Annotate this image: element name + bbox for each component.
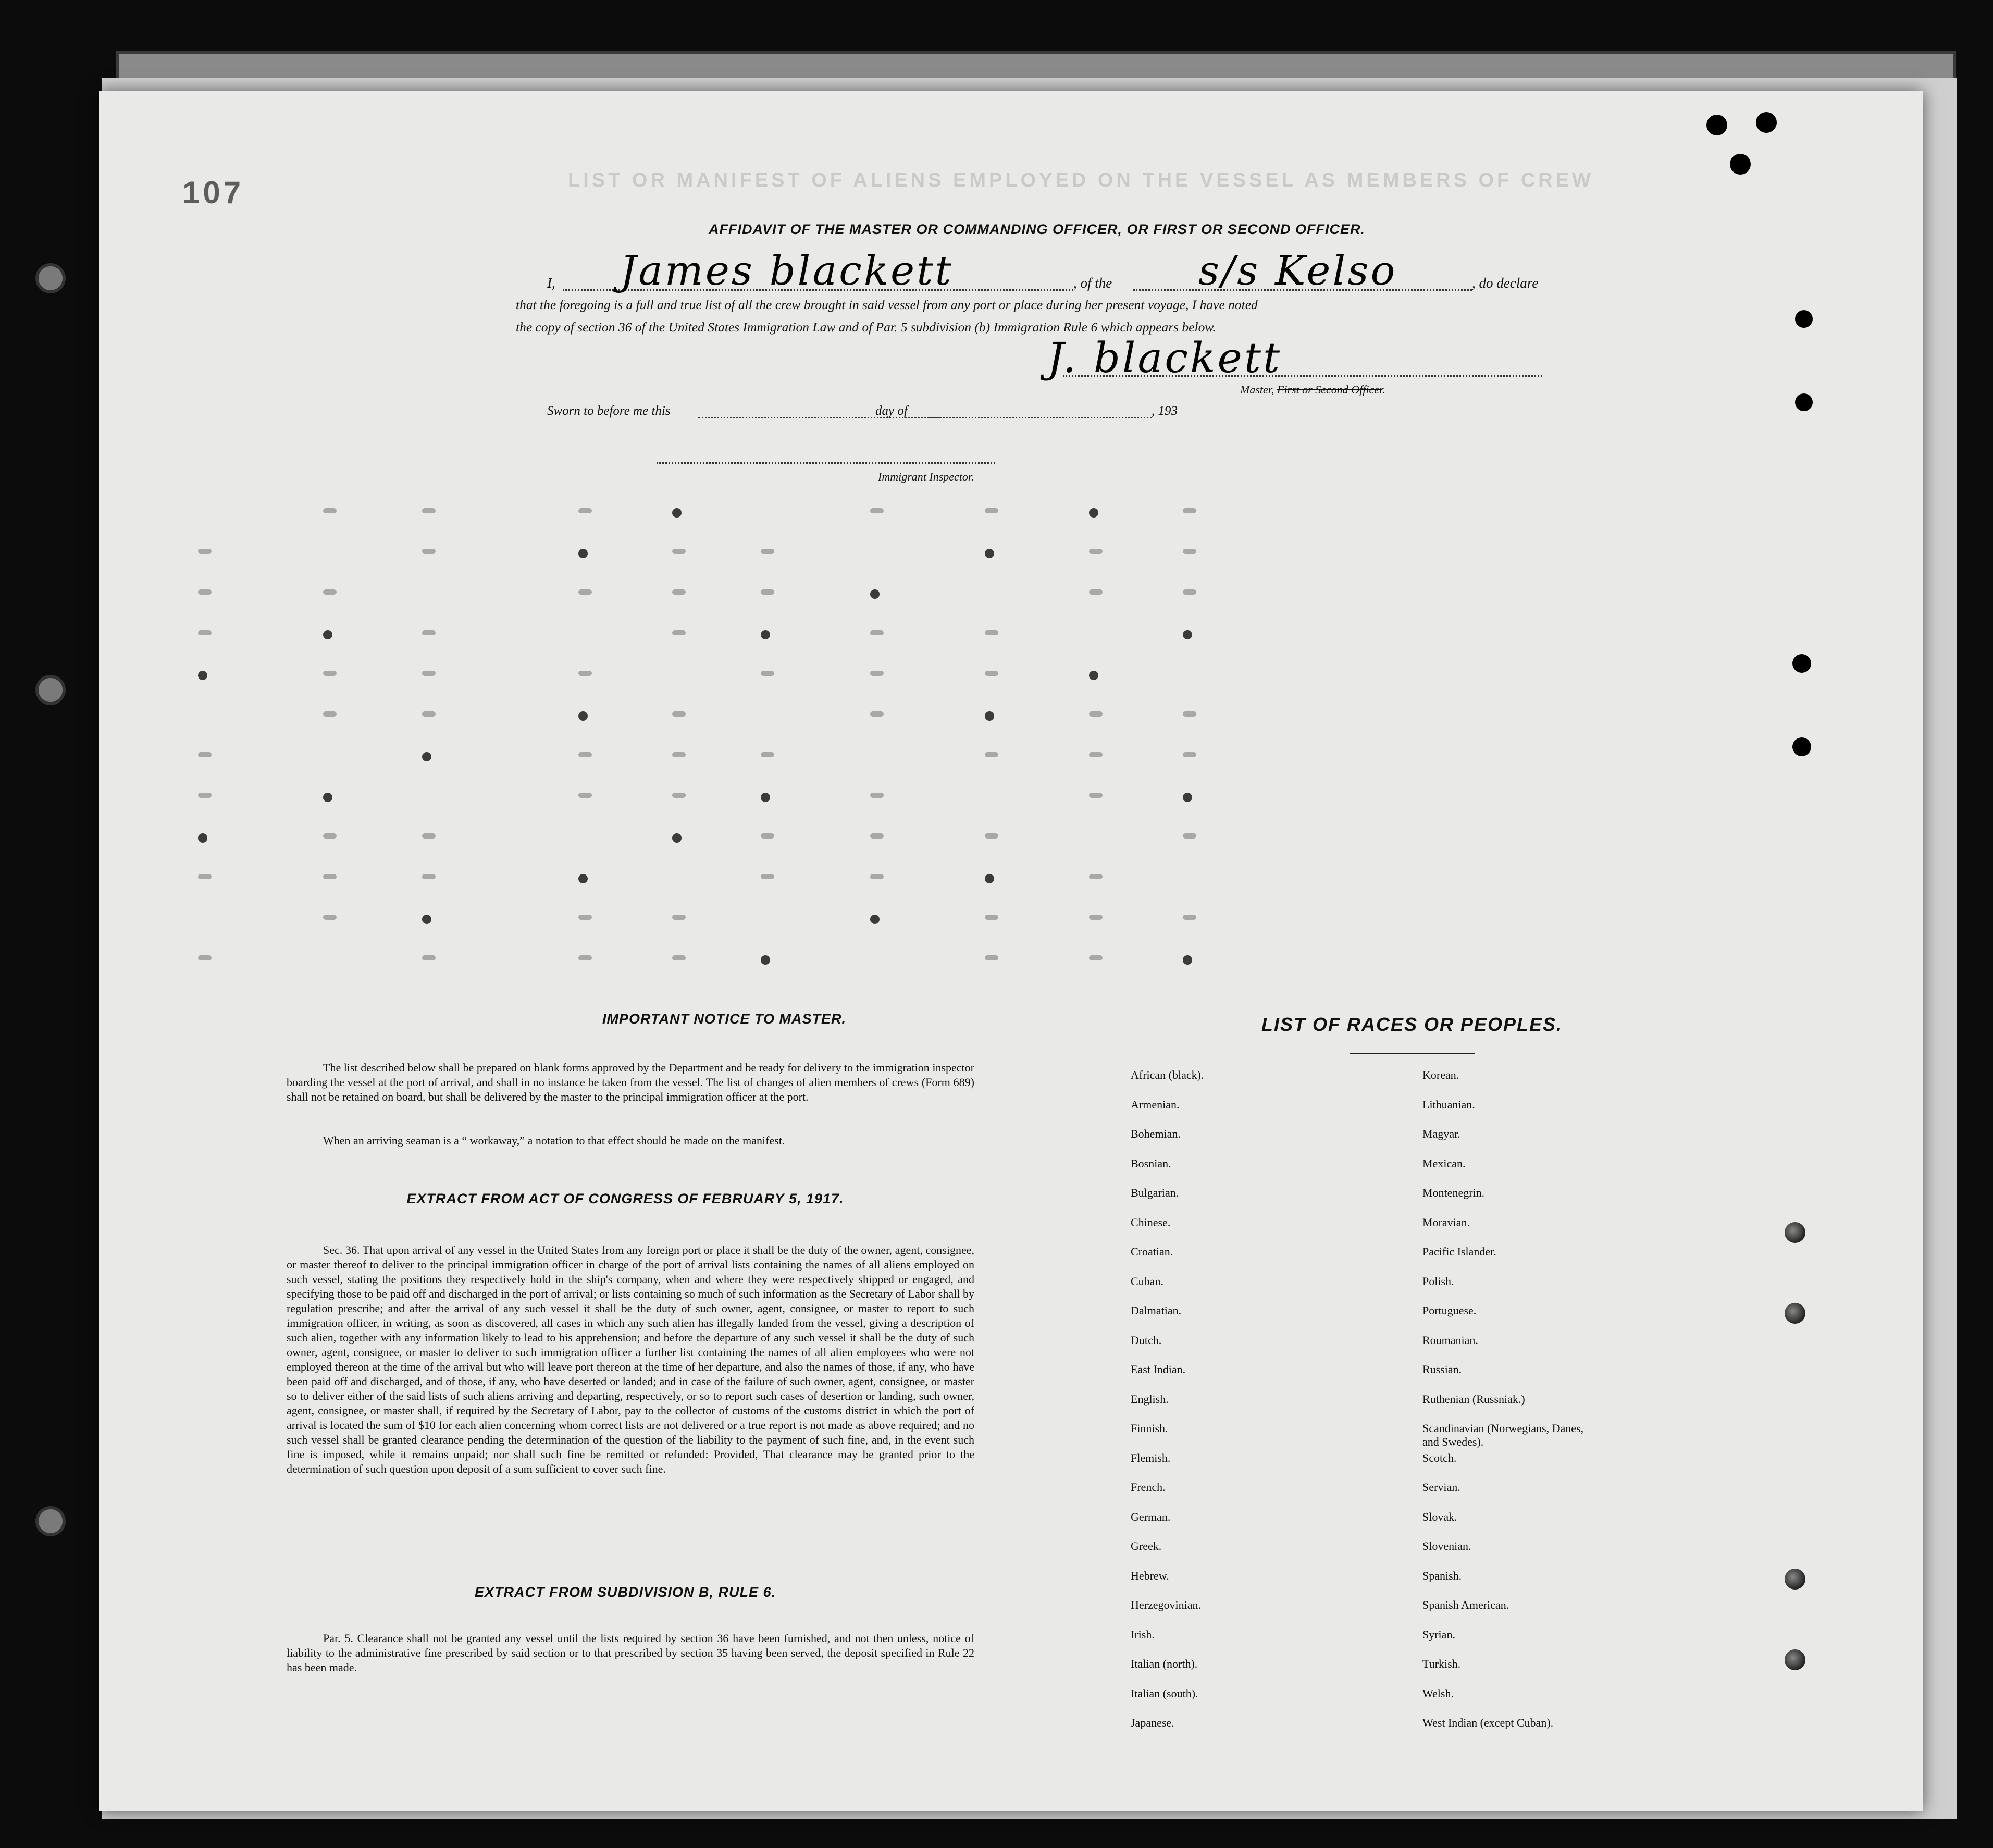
ghost-tally-mark xyxy=(198,833,207,843)
ghost-tally-mark xyxy=(870,671,884,676)
ghost-tally-mark xyxy=(1089,752,1103,757)
extract-rule-title: EXTRACT FROM SUBDIVISION B, RULE 6. xyxy=(474,1584,776,1600)
affidavit-of-the: , of the xyxy=(1073,275,1112,291)
race-item: Roumanian. xyxy=(1422,1333,1478,1347)
ghost-tally-mark xyxy=(985,874,994,883)
race-item: Lithuanian. xyxy=(1422,1098,1475,1111)
race-item: Cuban. xyxy=(1131,1274,1163,1288)
ghost-tally-mark xyxy=(672,549,686,554)
race-item: Magyar. xyxy=(1422,1127,1460,1140)
ghost-tally-mark xyxy=(985,549,994,558)
ghost-tally-mark xyxy=(422,752,431,761)
inspector-label: Immigrant Inspector. xyxy=(878,470,974,483)
ghost-tally-mark xyxy=(761,955,770,965)
punch-hole-icon xyxy=(1785,1303,1805,1324)
race-item: African (black). xyxy=(1131,1068,1204,1081)
race-item: Servian. xyxy=(1422,1481,1460,1494)
race-item: East Indian. xyxy=(1131,1363,1186,1376)
race-item: Scandinavian (Norwegians, Danes, and Swedes). xyxy=(1422,1422,1584,1448)
ghost-tally-mark xyxy=(761,793,770,802)
document-page xyxy=(99,91,1923,1811)
ghost-tally-mark xyxy=(1183,589,1196,595)
affidavit-title: AFFIDAVIT OF THE MASTER OR COMMANDING OFFICER, OR FIRST OR SECOND OFFICER. xyxy=(709,221,1365,237)
ghost-tally-mark xyxy=(578,915,592,920)
ghost-tally-mark xyxy=(1183,711,1196,717)
race-item: Japanese. xyxy=(1131,1716,1174,1729)
race-item: Polish. xyxy=(1422,1274,1454,1288)
ghost-tally-mark xyxy=(985,915,998,920)
ghost-tally-mark xyxy=(422,508,436,513)
ghost-tally-mark xyxy=(672,915,686,920)
punch-hole-icon xyxy=(1730,154,1751,175)
extract-act-title: EXTRACT FROM ACT OF CONGRESS OF FEBRUARY 5, 1917. xyxy=(406,1191,844,1206)
race-item: German. xyxy=(1131,1510,1171,1523)
signer-label: Master, First or Second Officer. xyxy=(1240,383,1385,396)
extract-act-text: Sec. 36. That upon arrival of any vessel in the United States from any foreign port or place it shall be the duty of the owner, agent, consignee, or master thereof to deliver to the principal immigration officer in charge of the port of arrival lists containing the names of all aliens employed on such vessel, stating the positions they respectively hold in the ship's company, when and where they were respectively shipped or engaged, and specifying those to be paid off and discharged in the port of arrival; or lists containing so much of such information as the Secretary of Labor shall by regulation prescribe; and after the arrival of any such vessel it shall be the duty of such owner, agent, consignee, or master to report to such immigration officer, in writing, as soon as discovered, all cases in which any such alien has illegally landed from the vessel, giving a description of such alien, together with any information likely to lead to his apprehension; and before the departure of any such vessel it shall be the duty of such owner, agent, consignee, or master to deliver to such immigration officer a further list containing the names of all alien employees who were not employed thereon at the time of the arrival but who will leave port thereon at the time of her departure, and also the names of those, if any, who have been paid off and discharged, and of those, if any, who have deserted or landed; and in case of the failure of such owner, agent, consignee, or master so to deliver either of the said lists of such aliens arriving and departing, respectively, or so to report such cases of desertion or landing, such owner, agent, consignee, or master shall, if required by the Secretary of Labor, pay to the collector of customs of the customs district in which the port of arrival is located the sum of $10 for each alien concerning whom correct lists are not delivered or a true report is not made as above required; and no such vessel shall be granted clearance pending the determination of the question of the liability to the payment of such fine, and, in the event such fine is imposed, while it remains unpaid; nor shall such fine be remitted or refunded: Provided, That clearance may be granted prior to the determination of such question upon deposit of a sum sufficient to cover such fine. xyxy=(287,1243,974,1475)
race-item: Russian. xyxy=(1422,1363,1462,1376)
race-item: Spanish American. xyxy=(1422,1598,1509,1611)
ghost-tally-mark xyxy=(1089,955,1103,960)
ghost-tally-mark xyxy=(672,955,686,960)
ghost-tally-mark xyxy=(422,711,436,717)
race-item: Pacific Islander. xyxy=(1422,1245,1496,1258)
ghost-tally-mark xyxy=(761,549,774,554)
affidavit-line3: the copy of section 36 of the United States Immigration Law and of Par. 5 subdivision (b) Immigration Rule 6 which appears below. xyxy=(516,319,1216,335)
race-item: Ruthenian (Russniak.) xyxy=(1422,1392,1525,1406)
punch-hole-icon xyxy=(1785,1569,1805,1590)
ghost-tally-mark xyxy=(198,671,207,680)
ghost-tally-mark xyxy=(672,793,686,798)
ghost-tally-mark xyxy=(761,874,774,879)
ghost-tally-mark xyxy=(761,833,774,839)
ghost-tally-mark xyxy=(323,793,332,802)
ghost-tally-mark xyxy=(198,793,212,798)
ghost-tally-mark xyxy=(578,589,592,595)
ghost-tally-mark xyxy=(1089,874,1103,879)
ghost-tally-mark xyxy=(1183,793,1192,802)
punch-hole-icon xyxy=(1785,1222,1805,1243)
race-item: Welsh. xyxy=(1422,1686,1454,1700)
race-item: Bohemian. xyxy=(1131,1127,1181,1140)
race-item: Scotch. xyxy=(1422,1451,1457,1464)
ghost-tally-mark xyxy=(761,630,770,639)
ghost-tally-mark xyxy=(870,833,884,839)
punch-hole-icon xyxy=(1706,115,1727,135)
ghost-page-number: 107 xyxy=(182,175,244,210)
ghost-tally-mark xyxy=(870,711,884,717)
ghost-tally-mark xyxy=(672,833,682,843)
ghost-tally-mark xyxy=(1183,752,1196,757)
ghost-tally-mark xyxy=(985,955,998,960)
ghost-tally-mark xyxy=(198,955,212,960)
ghost-tally-mark xyxy=(985,833,998,839)
ghost-header: LIST OR MANIFEST OF ALIENS EMPLOYED ON THE VESSEL AS MEMBERS OF CREW xyxy=(568,169,1594,191)
race-item: Moravian. xyxy=(1422,1215,1470,1229)
ghost-tally-mark xyxy=(323,508,337,513)
master-name-handwritten: James blackett xyxy=(620,248,954,294)
signature-handwritten: J. blackett xyxy=(1047,334,1282,382)
vessel-name-handwritten: s/s Kelso xyxy=(1198,248,1397,294)
race-item: Croatian. xyxy=(1131,1245,1173,1258)
ghost-tally-mark xyxy=(761,752,774,757)
extract-rule-text: Par. 5. Clearance shall not be granted any vessel until the lists required by section 36 have been furnished, and not then unless, notice of liability to the administrative fine prescribed by said section or to that prescribed by section 35 having been served, the deposit specified in Rule 22 has been made. xyxy=(287,1632,974,1674)
ghost-tally-mark xyxy=(1089,793,1103,798)
race-item: Montenegrin. xyxy=(1422,1186,1485,1199)
race-item: Slovak. xyxy=(1422,1510,1457,1523)
race-item: French. xyxy=(1131,1481,1166,1494)
ghost-tally-mark xyxy=(578,752,592,757)
ghost-tally-mark xyxy=(578,793,592,798)
sworn-month-line xyxy=(912,417,1152,418)
ghost-tally-mark xyxy=(578,508,592,513)
race-item: Syrian. xyxy=(1422,1628,1455,1641)
ghost-tally-mark xyxy=(985,630,998,635)
ghost-tally-mark xyxy=(323,630,332,639)
ghost-tally-mark xyxy=(761,671,774,676)
race-item: Hebrew. xyxy=(1131,1569,1169,1582)
races-title: LIST OF RACES OR PEOPLES. xyxy=(1261,1014,1563,1035)
ghost-tally-mark xyxy=(1183,915,1196,920)
ghost-tally-mark xyxy=(1089,508,1098,518)
notice-title: IMPORTANT NOTICE TO MASTER. xyxy=(602,1011,846,1027)
race-item: Flemish. xyxy=(1131,1451,1171,1464)
ghost-tally-mark xyxy=(1183,630,1192,639)
ghost-tally-mark xyxy=(323,874,337,879)
race-item: Greek. xyxy=(1131,1539,1162,1553)
binder-hole-icon xyxy=(35,1506,66,1536)
ghost-tally-mark xyxy=(323,671,337,676)
race-item: Bulgarian. xyxy=(1131,1186,1179,1199)
race-item: Irish. xyxy=(1131,1628,1155,1641)
ghost-tally-mark xyxy=(422,549,436,554)
ghost-tally-mark xyxy=(870,589,880,599)
binder-hole-icon xyxy=(35,675,66,705)
ghost-tally-mark xyxy=(578,549,588,558)
ghost-tally-mark xyxy=(323,915,337,920)
ghost-tally-mark xyxy=(1089,915,1103,920)
affidavit-line2: that the foregoing is a full and true list of all the crew brought in said vessel from any port or place during her present voyage, I have noted xyxy=(516,297,1258,312)
race-item: Herzegovinian. xyxy=(1131,1598,1201,1611)
ghost-tally-mark xyxy=(1089,589,1103,595)
punch-hole-icon xyxy=(1756,112,1777,133)
ghost-tally-mark xyxy=(1183,955,1192,965)
ghost-tally-mark xyxy=(985,671,998,676)
ghost-tally-mark xyxy=(323,711,337,717)
sworn-day: day of xyxy=(875,404,908,418)
ghost-tally-mark xyxy=(985,508,998,513)
ghost-tally-mark xyxy=(578,711,588,721)
ghost-tally-mark xyxy=(870,630,884,635)
race-item: West Indian (except Cuban). xyxy=(1422,1716,1554,1729)
ghost-tally-mark xyxy=(985,711,994,721)
ghost-tally-mark xyxy=(198,549,212,554)
ghost-tally-mark xyxy=(1183,549,1196,554)
race-item: Korean. xyxy=(1422,1068,1459,1081)
ghost-tally-mark xyxy=(578,874,588,883)
ghost-tally-mark xyxy=(422,671,436,676)
ghost-tally-mark xyxy=(422,955,436,960)
notice-paragraph-2: When an arriving seaman is a “ workaway,” a notation to that effect should be made on the manifest. xyxy=(323,1134,785,1147)
race-item: Chinese. xyxy=(1131,1215,1171,1229)
ghost-tally-mark xyxy=(1183,833,1196,839)
ghost-tally-mark xyxy=(870,508,884,513)
race-item: Italian (south). xyxy=(1131,1686,1198,1700)
race-item: Portuguese. xyxy=(1422,1304,1477,1317)
ghost-tally-mark xyxy=(985,752,998,757)
race-item: Bosnian. xyxy=(1131,1156,1171,1170)
ghost-tally-mark xyxy=(1089,549,1103,554)
race-item: Spanish. xyxy=(1422,1569,1462,1582)
ghost-tally-mark xyxy=(578,671,592,676)
ghost-tally-mark xyxy=(672,711,686,717)
binder-hole-icon xyxy=(35,263,66,293)
punch-hole-icon xyxy=(1792,654,1811,673)
race-item: Turkish. xyxy=(1422,1657,1461,1670)
punch-hole-icon xyxy=(1792,737,1811,756)
ghost-tally-mark xyxy=(870,793,884,798)
sworn-prefix: Sworn to before me this xyxy=(547,404,671,418)
race-item: Mexican. xyxy=(1422,1156,1466,1170)
ghost-tally-mark xyxy=(870,874,884,879)
ghost-tally-mark xyxy=(323,589,337,595)
sworn-year: , 193 xyxy=(1152,404,1178,418)
race-item: Italian (north). xyxy=(1131,1657,1198,1670)
punch-hole-icon xyxy=(1795,310,1813,328)
race-item: Slovenian. xyxy=(1422,1539,1471,1553)
ghost-tally-mark xyxy=(422,874,436,879)
ghost-tally-mark xyxy=(672,589,686,595)
ghost-tally-mark xyxy=(1089,711,1103,717)
inspector-line xyxy=(657,462,995,464)
ghost-tally-mark xyxy=(323,833,337,839)
ghost-tally-mark xyxy=(1183,508,1196,513)
signature-line xyxy=(1063,375,1542,377)
ghost-tally-mark xyxy=(761,589,774,595)
races-title-rule xyxy=(1350,1053,1475,1054)
ghost-tally-mark xyxy=(672,752,686,757)
ghost-tally-mark xyxy=(672,508,682,518)
ghost-tally-mark xyxy=(1089,671,1098,680)
race-item: Armenian. xyxy=(1131,1098,1180,1111)
race-item: English. xyxy=(1131,1392,1169,1406)
ghost-tally-mark xyxy=(578,955,592,960)
punch-hole-icon xyxy=(1795,393,1813,411)
affidavit-line1-prefix: I, xyxy=(547,275,555,291)
ghost-tally-mark xyxy=(198,630,212,635)
ghost-tally-mark xyxy=(198,752,212,757)
ghost-tally-mark xyxy=(198,874,212,879)
race-item: Dutch. xyxy=(1131,1333,1162,1347)
affidavit-line1-suffix: , do declare xyxy=(1472,275,1539,291)
ghost-tally-mark xyxy=(198,589,212,595)
ghost-tally-mark xyxy=(672,630,686,635)
ghost-tally-mark xyxy=(422,833,436,839)
notice-paragraph-1: The list described below shall be prepared on blank forms approved by the Department and be ready for delivery to the immigration inspector boarding the vessel at the port of arrival, and shall in no instance be taken from the vessel. The list of changes of alien members of crews (Form 689) shall not be retained on board, but shall be delivered by the master to the principal immigration officer at the port. xyxy=(287,1061,974,1103)
race-item: Finnish. xyxy=(1131,1422,1168,1435)
race-item: Dalmatian. xyxy=(1131,1304,1182,1317)
ghost-tally-mark xyxy=(422,630,436,635)
punch-hole-icon xyxy=(1785,1649,1805,1670)
ghost-tally-mark xyxy=(422,915,431,924)
ghost-tally-mark xyxy=(870,915,880,924)
